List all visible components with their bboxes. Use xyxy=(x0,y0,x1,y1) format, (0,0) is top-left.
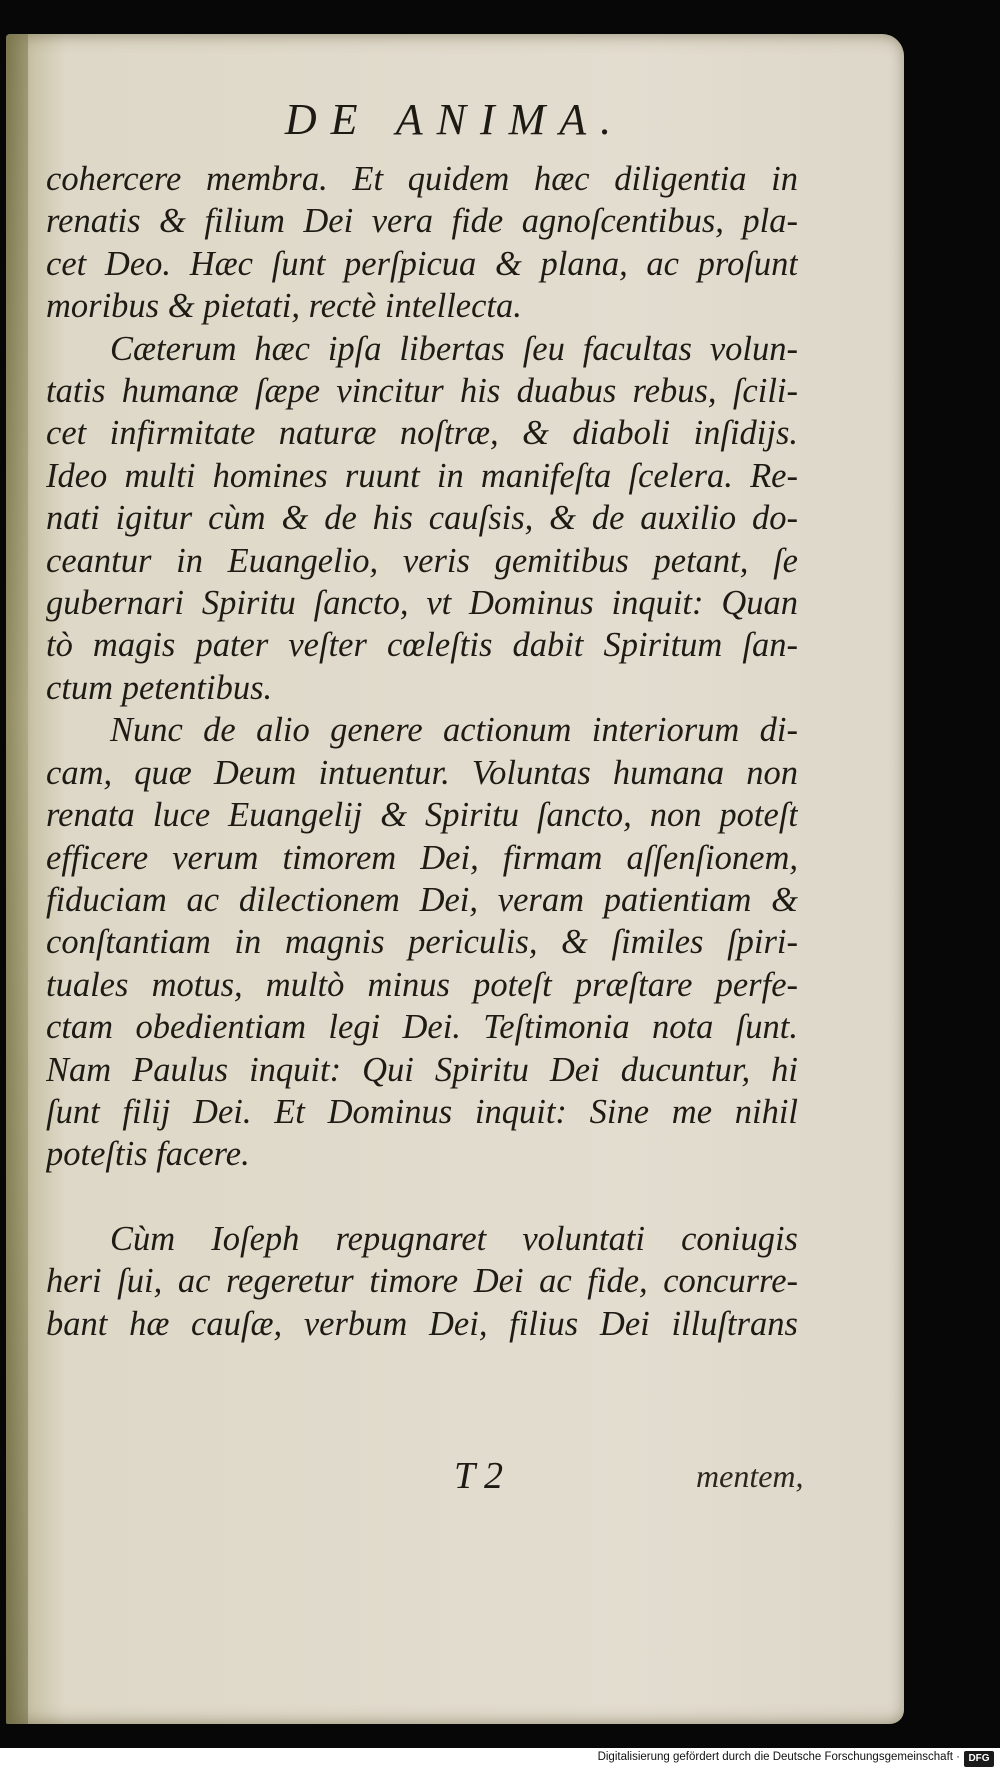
text-line: fiduciam ac dilectionem Dei, veram patientiam & xyxy=(46,880,798,919)
dfg-logo: DFG xyxy=(964,1751,994,1767)
body-text xyxy=(46,158,798,1345)
text-line: heri ſui, ac regeretur timore Dei ac fide, concurre- xyxy=(46,1262,798,1301)
text-line: ctam obedientiam legi Dei. Teſtimonia nota ſunt. xyxy=(46,1008,798,1047)
text-line: tuales motus, multò minus poteſt præſtare perfe- xyxy=(46,965,798,1004)
text-line: renata luce Euangelij & Spiritu ſancto, non poteſt xyxy=(46,796,798,835)
text-line: cet infirmitate naturæ noſtræ, & diaboli inſidijs. xyxy=(46,414,798,453)
text-line: cohercere membra. Et quidem hæc diligentia in xyxy=(46,160,798,198)
section-gap xyxy=(46,1176,798,1218)
digitization-footer xyxy=(0,1748,1000,1771)
text-line: conſtantiam in magnis periculis, & ſimiles ſpiri- xyxy=(46,923,798,962)
book-page xyxy=(6,34,904,1724)
text-line: bant hæ cauſæ, verbum Dei, filius Dei illuſtrans xyxy=(46,1304,798,1343)
text-line: nati igitur cùm & de his cauſsis, & de auxilio do- xyxy=(46,499,798,538)
text-line: tatis humanæ ſæpe vincitur his duabus rebus, ſcili- xyxy=(46,372,798,411)
text-line: Ideo multi homines ruunt in manifeſta ſcelera. Re- xyxy=(46,456,798,495)
text-line: renatis & filium Dei vera fide agnoſcentibus, pla- xyxy=(46,202,798,241)
text-line: Cùm Ioſeph repugnaret voluntati coniugis xyxy=(110,1219,798,1258)
text-line: moribus & pietati, rectè intellecta. xyxy=(46,287,522,326)
text-line: ctum petentibus. xyxy=(46,668,273,707)
text-line: ceantur in Euangelio, veris gemitibus petant, ſe xyxy=(46,541,798,580)
running-head: DE ANIMA. xyxy=(284,95,626,144)
text-line: Nam Paulus inquit: Qui Spiritu Dei ducuntur, hi xyxy=(46,1050,798,1089)
catchword: mentem, xyxy=(696,1458,804,1494)
text-line: ſunt filij Dei. Et Dominus inquit: Sine me nihil xyxy=(46,1092,798,1131)
signature-mark: T 2 xyxy=(454,1455,503,1497)
footer-credit: Digitalisierung gefördert durch die Deutsche Forschungsgemeinschaft · xyxy=(597,1751,960,1763)
text-line: poteſtis facere. xyxy=(46,1135,250,1174)
text-line: Nunc de alio genere actionum interiorum di- xyxy=(110,711,798,750)
text-line: efficere verum timorem Dei, firmam aſſenſionem, xyxy=(46,838,798,877)
text-line: gubernari Spiritu ſancto, vt Dominus inquit: Quan xyxy=(46,584,798,623)
text-line: cam, quæ Deum intuentur. Voluntas humana non xyxy=(46,753,798,792)
text-line: Cæterum hæc ipſa libertas ſeu facultas volun- xyxy=(110,329,798,368)
text-line: tò magis pater veſter cœleſtis dabit Spiritum ſan- xyxy=(46,626,798,665)
text-line: cet Deo. Hæc ſunt perſpicua & plana, ac proſunt xyxy=(46,244,798,283)
